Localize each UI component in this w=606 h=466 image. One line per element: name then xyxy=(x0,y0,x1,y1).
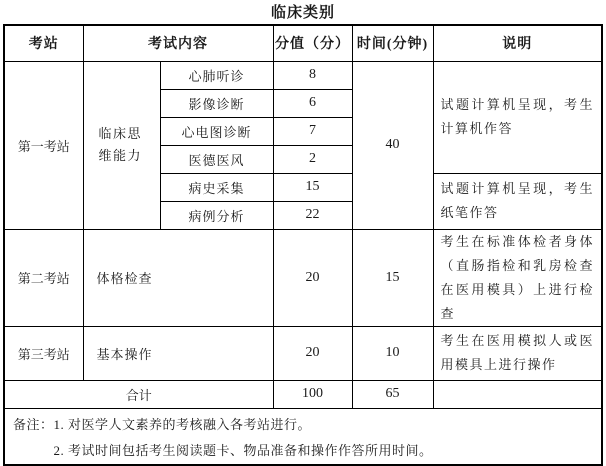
remarks-cell xyxy=(4,408,602,465)
station1-note-computer: 试题计算机呈现，考生计算机作答 xyxy=(433,61,602,173)
page-title: 临床类别 xyxy=(270,5,335,21)
station2-time: 15 xyxy=(352,229,433,326)
subject-cell: 影像诊断 xyxy=(160,89,273,117)
total-score: 100 xyxy=(273,380,352,408)
station2-note: 考生在标准体检者身体（直肠指检和乳房检查在医用模具）上进行检查 xyxy=(433,229,602,326)
table-row-station2 xyxy=(4,229,602,326)
col-header-content: 考试内容 xyxy=(83,25,273,61)
col-header-score: 分值（分） xyxy=(273,25,352,61)
station2-name: 第二考站 xyxy=(4,229,83,326)
score-cell: 15 xyxy=(273,173,352,201)
station3-time: 10 xyxy=(352,326,433,380)
station1-category-label: 临床思维能力 xyxy=(98,126,143,163)
col-header-time: 时间(分钟) xyxy=(352,25,433,61)
score-cell: 6 xyxy=(273,89,352,117)
subject-cell: 病史采集 xyxy=(160,173,273,201)
station1-name: 第一考站 xyxy=(4,61,83,229)
station3-content: 基本操作 xyxy=(83,326,273,380)
station1-category xyxy=(83,61,160,229)
subject-cell: 心肺听诊 xyxy=(160,61,273,89)
station2-score: 20 xyxy=(273,229,352,326)
total-time: 65 xyxy=(352,380,433,408)
station3-note: 考生在医用模拟人或医用模具上进行操作 xyxy=(433,326,602,380)
remarks-items xyxy=(54,412,433,464)
station2-content: 体格检查 xyxy=(83,229,273,326)
station3-score: 20 xyxy=(273,326,352,380)
remarks xyxy=(5,409,601,464)
station3-name: 第三考站 xyxy=(4,326,83,380)
table-row-remarks xyxy=(4,408,602,465)
subject-cell: 心电图诊断 xyxy=(160,117,273,145)
table-row-station1-item1 xyxy=(4,61,602,89)
score-cell: 8 xyxy=(273,61,352,89)
remark-item-2: 2. 考试时间包括考生阅读题卡、物品准备和操作作答所用时间。 xyxy=(53,442,433,458)
total-note-empty xyxy=(433,380,602,408)
total-label: 合计 xyxy=(4,380,273,408)
table-row-station3 xyxy=(4,326,602,380)
score-cell: 7 xyxy=(273,117,352,145)
station1-note-paper: 试题计算机呈现，考生纸笔作答 xyxy=(433,173,602,229)
station1-time: 40 xyxy=(352,61,433,229)
table-header-row xyxy=(4,25,602,61)
subject-cell: 医德医风 xyxy=(160,145,273,173)
col-header-note: 说明 xyxy=(433,25,602,61)
table-row-total xyxy=(4,380,602,408)
remarks-label: 备注： xyxy=(13,416,54,432)
score-cell: 22 xyxy=(273,201,352,229)
remark-item-1: 1. 对医学人文素养的考核融入各考站进行。 xyxy=(53,416,312,432)
score-cell: 2 xyxy=(273,145,352,173)
col-header-station: 考站 xyxy=(4,25,83,61)
exam-table xyxy=(3,24,603,466)
subject-cell: 病例分析 xyxy=(160,201,273,229)
